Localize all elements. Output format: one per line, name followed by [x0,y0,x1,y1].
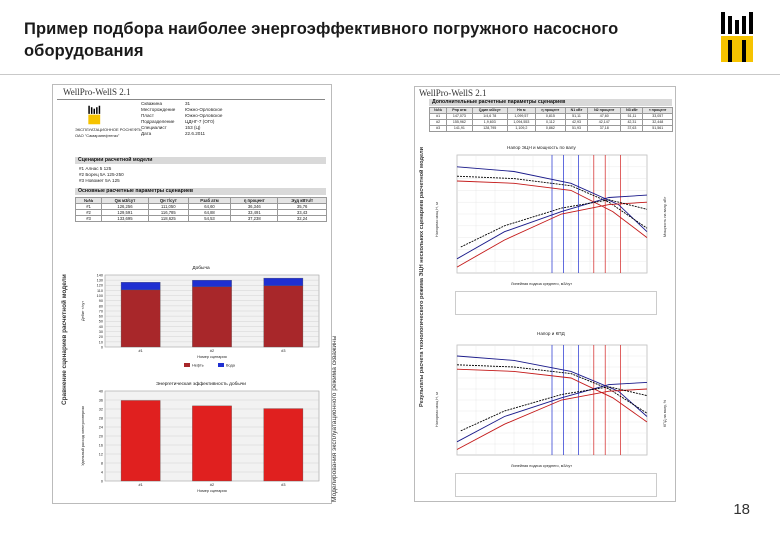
tick-label: 8 [100,461,103,466]
tick-label: 20 [98,434,103,439]
scenarios-header: Сценарии расчетной модели [75,157,326,164]
y-axis-label: Удельный расход электроэнергии [81,406,85,466]
x-tick-label: #3 [281,349,286,353]
tick-label: 12 [98,452,103,457]
list-item: #3 Новомет 5А 125 [79,178,120,183]
tick-label: 50 [98,319,103,324]
bar [264,409,303,481]
legend-box-2 [455,473,657,497]
column-header: №№ [76,198,102,204]
column-header: Qн т/сут [148,198,188,204]
info-row: Дата 22.6.2011 [141,131,206,136]
scenario-list [79,166,124,184]
y-axis-label: Дебит т/сут [81,300,85,322]
params-header: Основные расчетные параметры сценариев [75,188,326,195]
tick-label: 90 [98,299,103,304]
bar [192,287,231,347]
x-axis-label: Линейная подача среднего, м3/сут [511,464,573,468]
table-row: #2 155,962 1,9,603 1,094,553 0,112 42,93 42,147 42,31 32,448 [430,120,673,126]
scenario-comparison-window [52,84,332,504]
head-power-chart [449,151,655,279]
side-label: Результаты расчета технологического режима ЭЦН нескольких сценариев расчетной модели [419,146,425,407]
x-axis-label: Номер сценария [197,489,227,493]
company-logo-icon [87,105,103,125]
bar [264,286,303,347]
side-label: Сравнение сценариев расчетной модели [61,274,68,405]
tick-label: 130 [96,278,103,283]
legend-label: Вода [226,363,235,368]
tick-label: 36 [98,398,103,403]
company-name: ЭКСПЛУАТАЦИОННОЕ РОСНЕФТЬ [75,127,142,132]
list-item: #2 Борец 5А 125-250 [79,172,124,177]
y2-axis-label: КПД на валу, % [663,399,667,427]
x-tick-label: #2 [209,483,215,487]
company-sub: ОАО "Самаранефтегаз" [75,133,120,138]
column-header: η процент [231,198,278,204]
x-axis-label: Номер сценария [197,355,227,359]
legend-label: Нефть [192,363,204,368]
tick-label: 40 [98,389,103,394]
table-row: #1 147,073 1/4,6 78 1,099,57 0,815 51,11 47,60 51,11 33,057 [430,114,673,120]
info-row: Подразделение ЦДНГ-7 (ОГ0) [141,119,215,124]
x-tick-label: #1 [138,349,143,353]
tick-label: 100 [96,293,103,298]
y-axis-label: Напорная мощ Н, м [435,202,439,237]
head-efficiency-chart [449,341,655,461]
bar [192,406,231,481]
tick-label: 80 [98,304,103,309]
table-row: #1 126,256 111,050 64,60 36,346 35,76 [76,204,327,210]
y-axis-label: Напорная мощ Н, м [435,392,439,427]
legend-swatch [218,363,224,367]
info-row: Месторождение Южно-Орловское [141,107,223,112]
chart-title: Напор ЭЦН и мощность по валу [507,145,576,150]
x-tick-label: #1 [138,483,143,487]
rosneft-logo-icon [718,10,760,64]
page-number: 18 [733,501,750,518]
info-row: Пласт Южно-Орловское [141,113,223,118]
tick-label: 70 [98,309,103,314]
tick-label: 28 [98,416,103,421]
app-title: WellPro-WellS 2.1 [419,88,487,98]
table-row: #3 141,91 128,795 1,109,2 0,862 51,93 37,18 37,63 51,561 [430,126,673,132]
legend-swatch [184,363,190,367]
tick-label: 24 [98,425,103,430]
tick-label: 30 [98,329,103,334]
info-row: Специалист 153 (Ц) [141,125,201,130]
tick-label: 40 [98,324,103,329]
well-info [141,101,321,137]
chart-title: Энергетическая эффективность добычи [155,382,247,387]
params-header: Дополнительные расчетные параметры сценариев [429,99,672,106]
bar [121,282,160,290]
tick-label: 32 [98,407,103,412]
tick-label: 10 [98,340,103,345]
esp-results-window [414,86,676,502]
tick-label: 120 [96,283,103,288]
y2-axis-label: Мощность на валу, кВт [663,196,667,237]
table-row: #2 129,591 116,785 64,88 33,491 33,43 [76,210,327,216]
info-row: Скважина 31 [141,101,191,106]
header-rule [57,99,325,100]
bar [264,278,303,286]
middle-side-label: Моделирования эксплуатационного режима скважины [331,335,338,502]
column-header: Qж м3/сут [102,198,149,204]
title-divider [0,74,780,75]
tick-label: 0 [100,345,103,350]
x-tick-label: #3 [281,483,286,487]
bar [121,400,160,481]
tick-label: 16 [98,443,103,448]
slide-title: Пример подбора наиболее энергоэффективного погружного насосного оборудования [24,20,619,60]
tick-label: 4 [100,470,103,475]
tick-label: 20 [98,335,103,340]
app-title: WellPro-WellS 2.1 [63,87,131,97]
tick-label: 0 [100,479,103,484]
list-item: #1 Алнас 5 125 [79,166,112,171]
production-chart [75,261,327,373]
bar [192,280,231,287]
bar [121,290,160,347]
tick-label: 60 [98,314,103,319]
column-header: Эуд кВтч/т [278,198,327,204]
extra-params-table: №№ Рпр атм Qдин м3/сут Hн м η процент N1 кВт N2 процент N3 кВт τ процент #1 147,073 1/4,6 78 1,099,57 0,815 51,11 47,60 51,11 33,057 #2 155,962 1,9,603 1,094,553 0,112 42,93 42,147 42,31 32,448 #3 141,91 128,795 1,109,2 0,862 51,93 37,18 37,63 51,561 [429,107,673,132]
tick-label: 140 [96,273,103,278]
chart-title: Напор и КПД [537,331,565,336]
chart-title: Добыча [192,266,210,271]
legend-box-1 [455,291,657,315]
table-row: #3 133,695 118,625 54,53 37,238 32,24 [76,216,327,222]
tick-label: 110 [96,288,103,293]
energy-efficiency-chart [75,377,327,499]
params-table [75,197,327,222]
x-tick-label: #2 [209,349,215,353]
x-axis-label: Линейная подача среднего, м3/сут [511,282,573,286]
column-header: Pзаб атм [188,198,231,204]
